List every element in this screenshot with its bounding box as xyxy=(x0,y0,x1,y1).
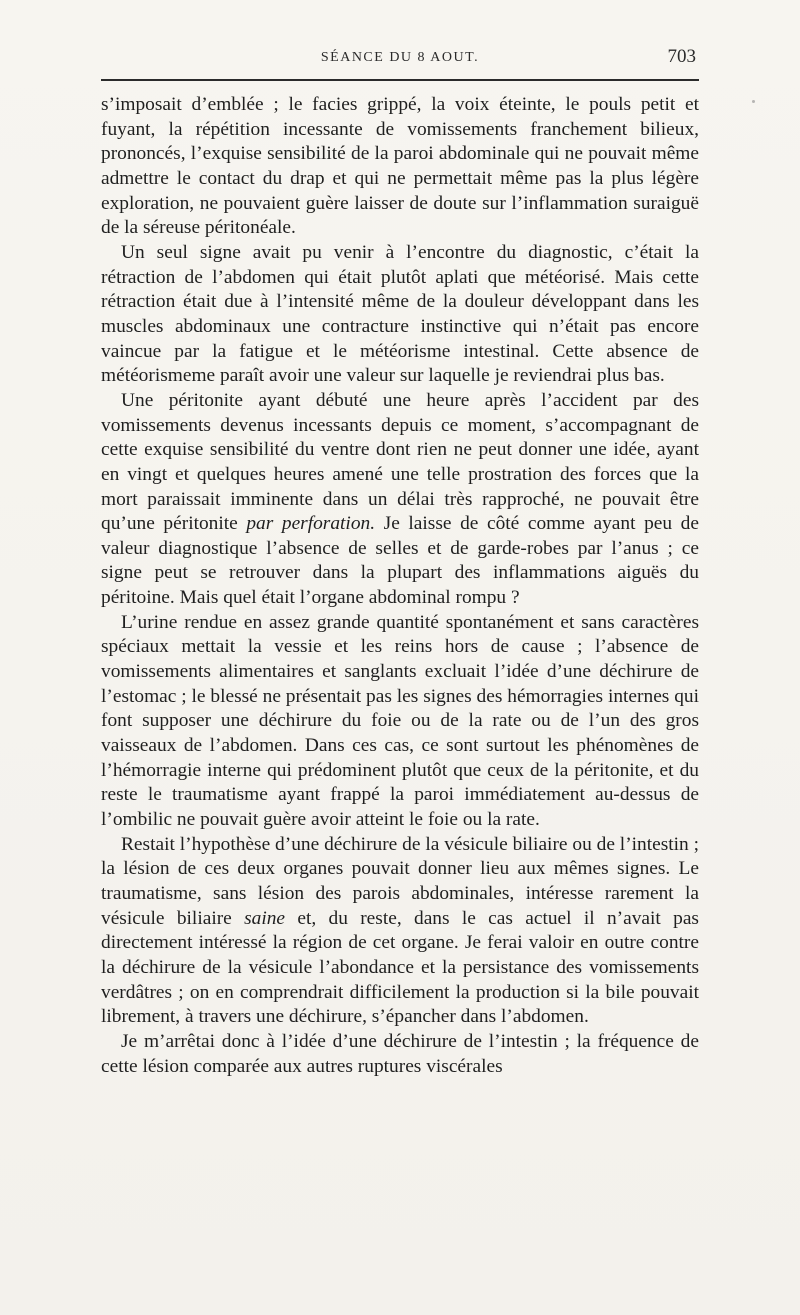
body-text xyxy=(101,93,699,1079)
paragraph-text: Je laisse de côté comme ayant peu de valeur diagnostique l’absence de selles et de garde-robes par l’anus ; ce signe peut se retrouver dans la plupart des inflammations aiguës du péritoine. Mais quel était l’organe abdominal rompu ? xyxy=(101,513,699,609)
emphasis-text: par perforation. xyxy=(246,513,376,535)
paragraph-text: et, du reste, dans le cas actuel il n’avait pas directement intéressé la région de cet organe. Je ferai valoir en outre contre la déchirure de la vésicule l’abondance et la persistance des vomissements verdâtres ; on en comprendrait difficilement la production si la bile pouvait librement, à travers une déchirure, s’épancher dans l’abdomen. xyxy=(101,907,699,1028)
paragraph-text: Un seul signe avait pu venir à l’encontre du diagnostic, c’était la rétraction de l’abdomen qui était plutôt aplati que météorisé. Mais cette rétraction était due à l’intensité même de la douleur développant dans les muscles abdominaux une contracture instinctive qui n’était pas encore vaincue par la fatigue et le météorisme intestinal. Cette absence de météorismeme paraît avoir une valeur sur laquelle je reviendrai plus bas. xyxy=(101,241,699,387)
paragraph xyxy=(101,93,699,241)
paragraph xyxy=(101,241,699,389)
paragraph-text: Restait l’hypothèse d’une déchirure de la vésicule biliaire ou de l’intestin ; la lésion de ces deux organes pouvait donner lieu aux mêmes signes. Le traumatisme, sans lésion des parois abdominales, intéresse rarement la vésicule biliaire xyxy=(101,833,699,929)
paragraph xyxy=(101,611,699,833)
running-head xyxy=(102,46,698,74)
paragraph-text: Une péritonite ayant débuté une heure après l’accident par des vomissements devenus incessants depuis ce moment, s’accompagnant de cette exquise sensibilité du ventre dont rien ne peut donner une idée, ayant en vingt et quelques heures amené une telle prostration des forces que la mort paraissait imminente dans un délai très rapproché, ne pouvait être qu’une péritonite xyxy=(101,389,699,535)
paragraph xyxy=(101,1030,699,1079)
paragraph xyxy=(101,389,699,611)
paragraph xyxy=(101,833,699,1030)
paragraph-text: L’urine rendue en assez grande quantité spontanément et sans caractères spéciaux mettait la vessie et les reins hors de cause ; l’absence de vomissements alimentaires et sanglants excluait l’idée d’une déchirure de l’estomac ; le blessé ne présentait pas les signes des hémorragies internes qui font supposer une déchirure du foie ou de la rate ou de l’un des gros vaisseaux de l’abdomen. Dans ces cas, ce sont surtout les phénomènes de l’hémorragie interne qui prédominent plutôt que ceux de la péritonite, et du reste le traumatisme ayant frappé la paroi immédiatement au-dessus de l’ombilic ne pouvait guère avoir atteint le foie ou la rate. xyxy=(101,611,699,831)
emphasis-text: saine xyxy=(244,907,286,929)
header-rule xyxy=(101,79,699,81)
paragraph-text: s’imposait d’emblée ; le facies grippé, la voix éteinte, le pouls petit et fuyant, la répétition incessante de vomissements franchement bilieux, prononcés, l’exquise sensibilité de la paroi abdominale qui ne pouvait même admettre le contact du drap et qui ne permettait même pas la plus légère exploration, ne pouvaient guère laisser de doute sur l’inflammation suraiguë de la séreuse péritonéale. xyxy=(101,94,699,239)
paper-speck xyxy=(752,100,755,103)
page-number: 703 xyxy=(667,46,696,67)
paragraph-text: Je m’arrêtai donc à l’idée d’une déchirure de l’intestin ; la fréquence de cette lésion comparée aux autres ruptures viscérales xyxy=(101,1030,699,1077)
running-head-title: SÉANCE DU 8 AOUT. xyxy=(320,50,480,65)
